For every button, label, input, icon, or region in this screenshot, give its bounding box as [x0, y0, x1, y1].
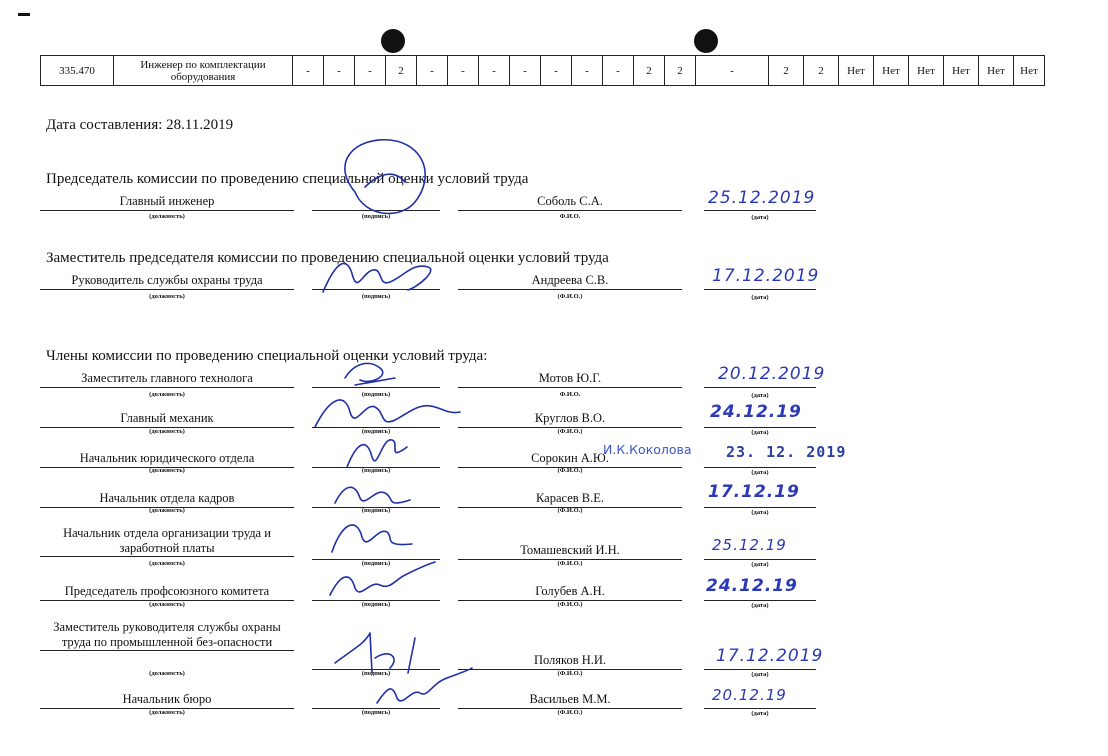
caption-signature: (подпись)	[361, 467, 391, 474]
caption-date: (дата)	[751, 509, 769, 516]
caption-date: (дата)	[751, 214, 769, 221]
member-position: Начальник бюро	[40, 690, 294, 709]
table-cell: 2	[665, 56, 696, 86]
caption-position: (должность)	[149, 428, 185, 435]
member-signature-icon	[322, 512, 422, 557]
table-cell: -	[696, 56, 769, 86]
table-cell: -	[355, 56, 386, 86]
deputy-name: Андреева С.В.	[458, 271, 682, 290]
caption-name: (Ф.И.О.)	[557, 601, 583, 608]
member-position: Заместитель руководителя службы охраны труда по промышленной без-опасности	[40, 620, 294, 651]
punch-hole-left	[381, 29, 405, 53]
caption-name: Ф.И.О.	[559, 391, 581, 398]
stamp-name: И.К.Коколова	[603, 442, 692, 457]
caption-name: (Ф.И.О.)	[557, 670, 583, 677]
caption-signature: (подпись)	[361, 670, 391, 677]
member-name: Круглов В.О.	[458, 409, 682, 428]
table-cell: 2	[386, 56, 417, 86]
caption-name: Ф.И.О.	[559, 213, 581, 220]
deputy-position: Руководитель службы охраны труда	[40, 271, 294, 290]
member-position: Главный механик	[40, 409, 294, 428]
table-cell: 2	[804, 56, 839, 86]
table-cell: -	[541, 56, 572, 86]
member-position: Начальник отдела организации труда и заработной платы	[40, 526, 294, 557]
caption-position: (должность)	[149, 601, 185, 608]
caption-name: (Ф.И.О.)	[557, 293, 583, 300]
deputy-signature-icon	[318, 252, 443, 297]
member-date: 17.12.19	[708, 482, 800, 502]
member-name: Карасев В.Е.	[458, 489, 682, 508]
caption-position: (должность)	[149, 507, 185, 514]
table-cell: -	[324, 56, 355, 86]
caption-name: (Ф.И.О.)	[557, 507, 583, 514]
table-cell: -	[572, 56, 603, 86]
corner-mark	[18, 13, 30, 16]
caption-name: (Ф.И.О.)	[557, 467, 583, 474]
deputy-date: 17.12.2019	[712, 266, 820, 286]
member-date: 23. 12. 2019	[726, 443, 847, 461]
workplace-position: Инженер по комплектации оборудования	[114, 56, 293, 86]
caption-date: (дата)	[751, 671, 769, 678]
chairman-name: Соболь С.А.	[458, 192, 682, 211]
table-cell: -	[293, 56, 324, 86]
member-signature-icon	[310, 392, 465, 432]
caption-signature: (подпись)	[361, 709, 391, 716]
caption-date: (дата)	[751, 602, 769, 609]
member-signature-icon	[342, 432, 412, 472]
caption-position: (должность)	[149, 293, 185, 300]
caption-position: (должность)	[149, 560, 185, 567]
caption-position: (должность)	[149, 467, 185, 474]
chairman-date: 25.12.2019	[708, 188, 816, 208]
table-cell: Нет	[944, 56, 979, 86]
caption-position: (должность)	[149, 670, 185, 677]
member-position: Заместитель главного технолога	[40, 369, 294, 388]
caption-position: (должность)	[149, 391, 185, 398]
table-cell: Нет	[874, 56, 909, 86]
caption-name: (Ф.И.О.)	[557, 428, 583, 435]
table-row	[41, 56, 1045, 86]
member-date: 20.12.19	[712, 686, 787, 704]
caption-date: (дата)	[751, 429, 769, 436]
member-position: Начальник отдела кадров	[40, 489, 294, 508]
member-signature-icon	[330, 478, 420, 513]
table-cell: -	[603, 56, 634, 86]
member-name: Сорокин А.Ю.	[458, 449, 682, 468]
member-date: 24.12.19	[706, 576, 798, 596]
table-cell: -	[448, 56, 479, 86]
table-cell: 2	[769, 56, 804, 86]
member-date: 20.12.2019	[718, 364, 826, 384]
table-cell: -	[479, 56, 510, 86]
table-cell: -	[510, 56, 541, 86]
table-cell: -	[417, 56, 448, 86]
table-cell: Нет	[979, 56, 1014, 86]
chairman-signature-icon	[335, 132, 435, 222]
member-name: Мотов Ю.Г.	[458, 369, 682, 388]
caption-date: (дата)	[751, 392, 769, 399]
caption-signature: (подпись)	[361, 213, 391, 220]
table-cell: Нет	[909, 56, 944, 86]
caption-signature: (подпись)	[361, 293, 391, 300]
member-name: Васильев М.М.	[458, 690, 682, 709]
caption-name: (Ф.И.О.)	[557, 709, 583, 716]
table-cell: Нет	[839, 56, 874, 86]
member-signature-icon	[340, 360, 400, 390]
member-date: 17.12.2019	[716, 646, 824, 666]
member-date: 25.12.19	[712, 536, 787, 554]
chairman-position: Главный инженер	[40, 192, 294, 211]
workplace-code: 335.470	[41, 56, 114, 86]
caption-date: (дата)	[751, 469, 769, 476]
caption-name: (Ф.И.О.)	[557, 560, 583, 567]
caption-position: (должность)	[149, 709, 185, 716]
caption-date: (дата)	[751, 561, 769, 568]
member-name: Томашевский И.Н.	[458, 541, 682, 560]
table-cell: 2	[634, 56, 665, 86]
caption-date: (дата)	[751, 710, 769, 717]
member-signature-icon	[325, 560, 440, 602]
caption-date: (дата)	[751, 294, 769, 301]
punch-hole-right	[694, 29, 718, 53]
caption-position: (должность)	[149, 213, 185, 220]
member-name: Поляков Н.И.	[458, 651, 682, 670]
table-cell: Нет	[1014, 56, 1045, 86]
compile-date: Дата составления: 28.11.2019	[46, 117, 234, 133]
members-heading: Члены комиссии по проведению специальной оценки условий труда:	[46, 348, 488, 364]
chairman-heading: Председатель комиссии по проведению специальной оценки условий труда	[46, 171, 529, 187]
member-date: 24.12.19	[710, 402, 802, 422]
member-name: Голубев А.Н.	[458, 582, 682, 601]
caption-signature: (подпись)	[361, 601, 391, 608]
caption-signature: (подпись)	[361, 560, 391, 567]
member-position: Председатель профсоюзного комитета	[40, 582, 294, 601]
caption-signature: (подпись)	[361, 428, 391, 435]
assessment-table-row	[40, 55, 1045, 86]
caption-signature: (подпись)	[361, 507, 391, 514]
member-position: Начальник юридического отдела	[40, 449, 294, 468]
caption-signature: (подпись)	[361, 391, 391, 398]
member-signature-icon	[372, 668, 477, 713]
deputy-heading: Заместитель председателя комиссии по проведению специальной оценки условий труда	[46, 250, 609, 266]
